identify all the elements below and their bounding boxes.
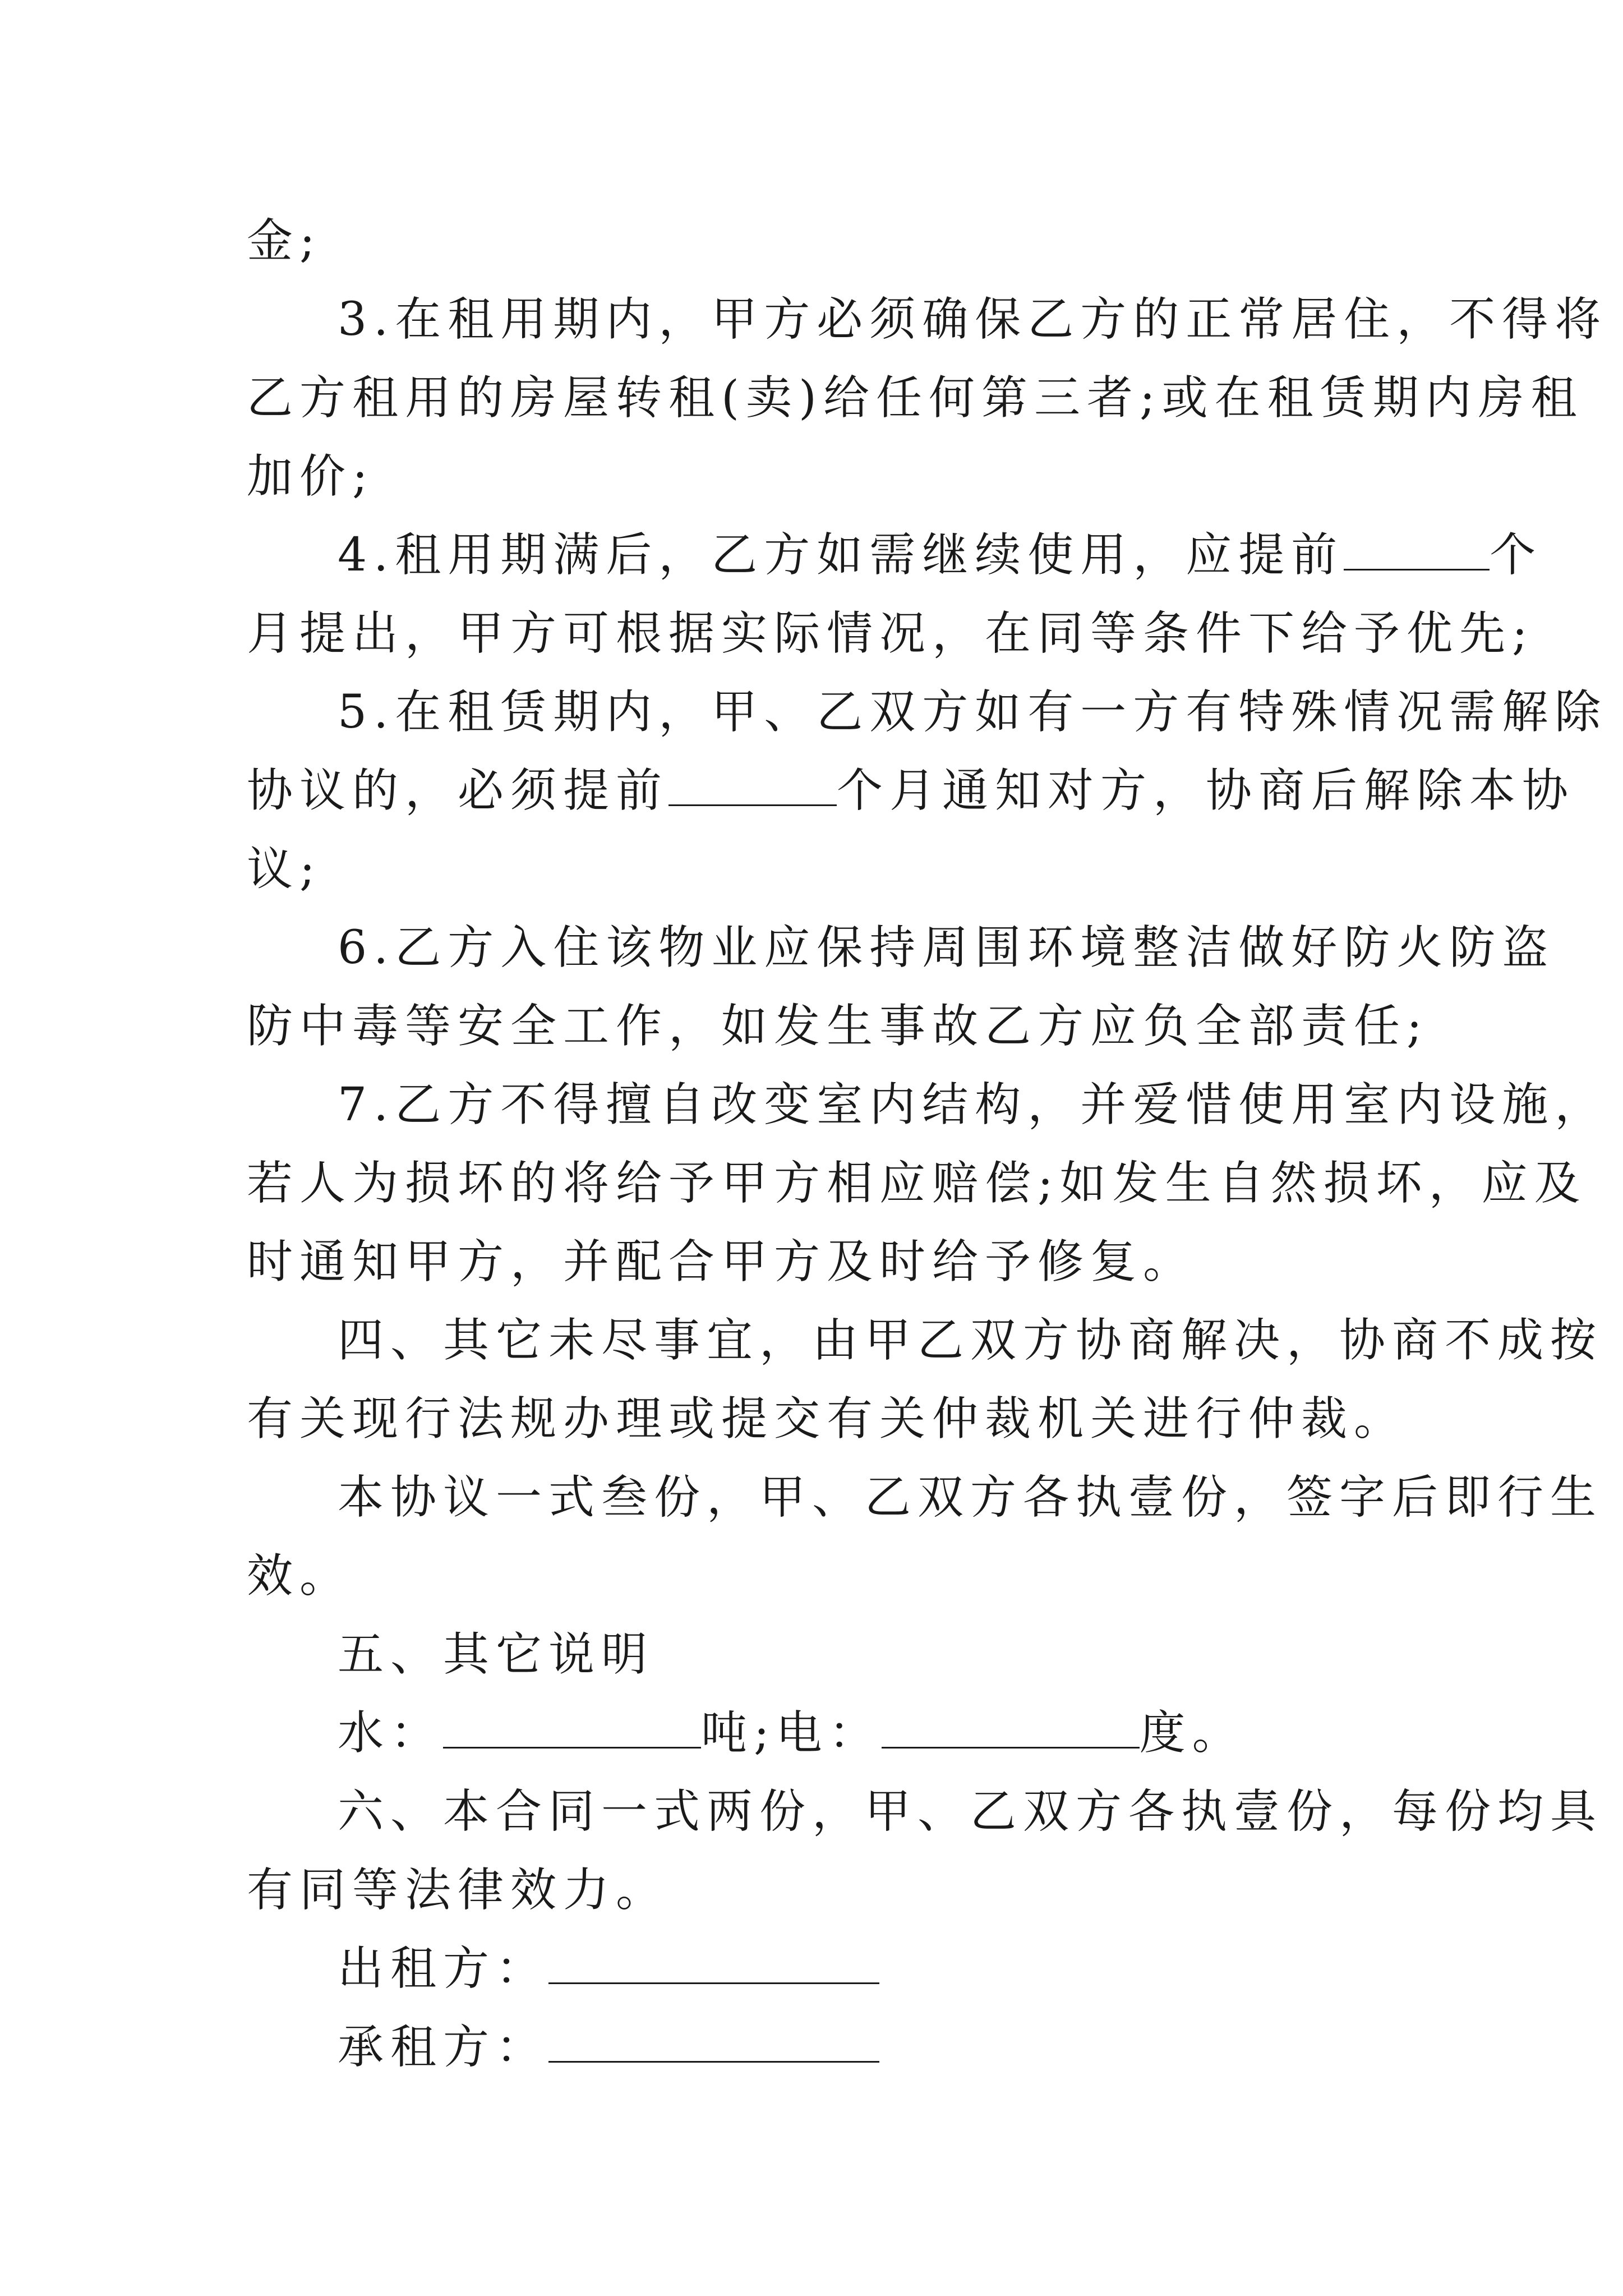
text-segment: 7.乙方不得擅自改变室内结构，并爱惜使用室内设施， (338, 1078, 1608, 1131)
electricity-blank-field[interactable] (882, 1708, 1140, 1749)
section-4-line-2 (247, 1380, 1407, 1458)
text-segment: 有关现行法规办理或提交有关仲裁机关进行仲裁。 (247, 1392, 1407, 1446)
lessee-signature-line (247, 2008, 1385, 2087)
clause-4-line-1 (247, 516, 1543, 595)
clause-5-line-2 (247, 752, 1575, 830)
text-segment: 五、其它说明 (338, 1628, 654, 1681)
document-body (247, 202, 1608, 2087)
text-segment: 吨;电： (701, 1706, 882, 1760)
text-segment: 效。 (247, 1549, 353, 1603)
text-segment: 度。 (1139, 1706, 1245, 1760)
text-segment: 有同等法律效力。 (247, 1864, 669, 1917)
text-segment: 加价; (247, 450, 375, 503)
lessee-blank-field[interactable] (548, 2022, 879, 2063)
copies-line-2 (247, 1537, 1385, 1616)
clause-3-line-2 (247, 359, 1584, 438)
text-segment: 4.租用期满后，乙方如需继续使用，应提前 (338, 528, 1344, 582)
text-segment: 5.在租赁期内，甲、乙双方如有一方有特殊情况需解除 (338, 685, 1608, 739)
text-segment: 议; (247, 843, 322, 896)
text-segment: 6.乙方入住该物业应保持周围环境整洁做好防火防盗 (338, 921, 1555, 974)
clause-7-line-2 (247, 1144, 1587, 1223)
text-segment: 防中毒等安全工作，如发生事故乙方应负全部责任; (247, 1000, 1429, 1053)
section-4-line-1 (247, 1301, 1603, 1380)
text-segment: 协议的，必须提前 (247, 764, 669, 817)
clause-7-line-1 (247, 1066, 1608, 1144)
clause-3-line-1 (247, 280, 1608, 359)
lessor-blank-field[interactable] (548, 1943, 879, 1984)
blank-field[interactable] (668, 765, 837, 806)
text-segment: 个月通知对方，协商后解除本协 (837, 764, 1575, 817)
text-segment: 若人为损坏的将给予甲方相应赔偿;如发生自然损坏，应及 (247, 1157, 1587, 1210)
text-line (247, 202, 1385, 280)
clause-7-line-3 (247, 1223, 1385, 1301)
water-blank-field[interactable] (443, 1708, 701, 1749)
copies-line-1 (247, 1458, 1603, 1537)
clause-4-line-2 (247, 595, 1534, 673)
text-segment: 水： (338, 1706, 444, 1760)
section-6-line-2 (247, 1851, 1385, 1930)
text-segment: 出租方： (338, 1942, 549, 1995)
clause-3-line-3 (247, 438, 1385, 516)
text-segment: 3.在租用期内，甲方必须确保乙方的正常居住，不得将 (338, 293, 1608, 346)
blank-field[interactable] (1344, 530, 1490, 570)
text-segment: 六、本合同一式两份，甲、乙双方各执壹份，每份均具 (338, 1785, 1603, 1838)
text-segment: 时通知甲方，并配合甲方及时给予修复。 (247, 1235, 1196, 1289)
text-segment: 乙方租用的房屋转租(卖)给任何第三者;或在租赁期内房租 (247, 371, 1584, 425)
section-5-heading (247, 1616, 1385, 1694)
text-segment: 个 (1490, 528, 1543, 582)
clause-5-line-1 (247, 673, 1608, 752)
clause-6-line-2 (247, 987, 1429, 1066)
utility-readings-line (247, 1694, 1385, 1773)
clause-5-line-3 (247, 830, 1385, 909)
text-segment: 月提出，甲方可根据实际情况，在同等条件下给予优先; (247, 607, 1534, 660)
clause-6-line-1 (247, 909, 1555, 987)
lessor-signature-line (247, 1930, 1385, 2008)
section-6-line-1 (247, 1773, 1603, 1851)
text-segment: 本协议一式叁份，甲、乙双方各执壹份，签字后即行生 (338, 1471, 1603, 1524)
text-segment: 四、其它未尽事宜，由甲乙双方协商解决，协商不成按 (338, 1314, 1603, 1367)
text-segment: 金; (247, 214, 322, 268)
text-segment: 承租方： (338, 2021, 549, 2074)
